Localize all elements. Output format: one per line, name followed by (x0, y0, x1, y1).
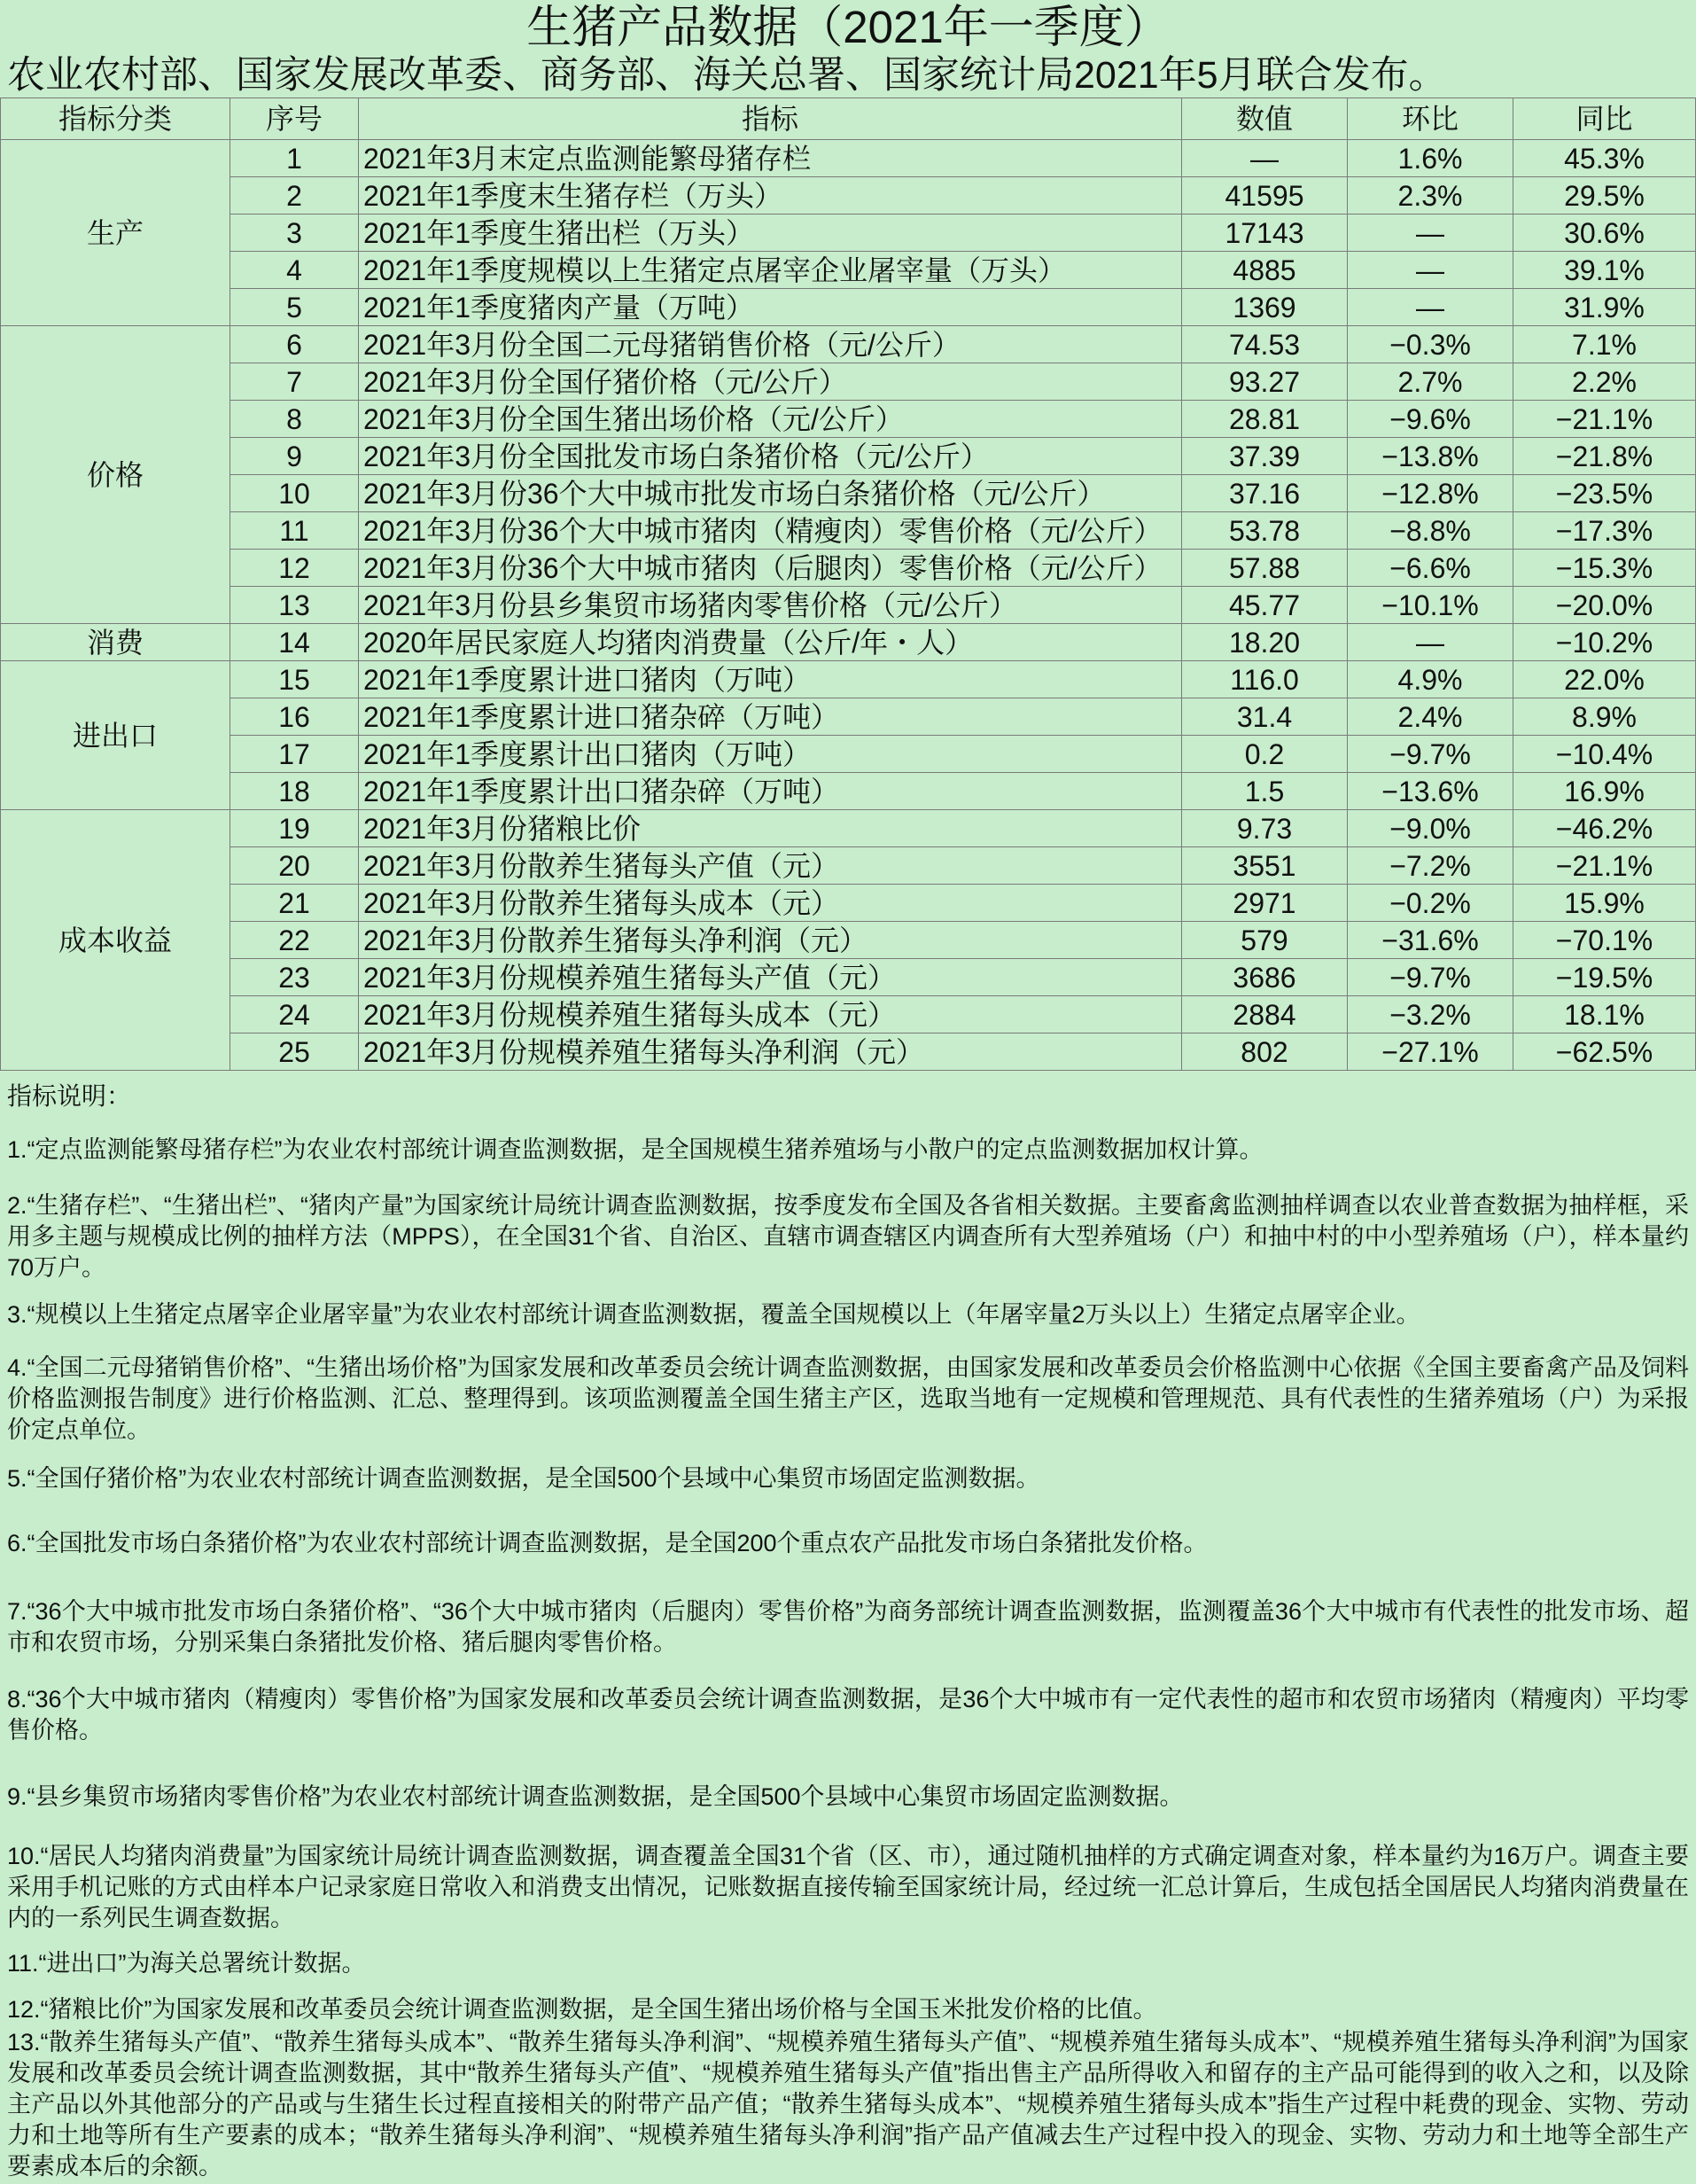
index-cell: 12 (230, 550, 359, 587)
indicator-cell: 2020年居民家庭人均猪肉消费量（公斤/年・人） (359, 624, 1182, 661)
index-cell: 7 (230, 363, 359, 401)
index-cell: 10 (230, 475, 359, 512)
data-table (0, 98, 1696, 1071)
index-cell: 5 (230, 289, 359, 326)
yoy-cell: 39.1% (1513, 252, 1696, 289)
table-row (1, 885, 1696, 922)
note-item: 3.“规模以上生猪定点屠宰企业屠宰量”为农业农村部统计调查监测数据，覆盖全国规模以上（年屠宰量2万头以上）生猪定点屠宰企业。 (7, 1301, 1420, 1328)
value-cell: 1369 (1182, 289, 1348, 326)
yoy-cell: −20.0% (1513, 587, 1696, 624)
mom-cell: — (1348, 624, 1513, 661)
index-cell: 17 (230, 736, 359, 773)
table-row (1, 1034, 1696, 1071)
index-cell: 8 (230, 401, 359, 438)
mom-cell: — (1348, 252, 1513, 289)
mom-cell: −27.1% (1348, 1034, 1513, 1071)
yoy-cell: −70.1% (1513, 922, 1696, 959)
mom-cell: 2.7% (1348, 363, 1513, 401)
indicator-cell: 2021年3月份规模养殖生猪每头产值（元） (359, 959, 1182, 996)
index-cell: 13 (230, 587, 359, 624)
mom-cell: −12.8% (1348, 475, 1513, 512)
table-row (1, 661, 1696, 698)
value-cell: 2971 (1182, 885, 1348, 922)
table-row (1, 959, 1696, 996)
value-cell: 37.16 (1182, 475, 1348, 512)
mom-cell: −9.0% (1348, 810, 1513, 847)
note-item: 9.“县乡集贸市场猪肉零售价格”为农业农村部统计调查监测数据，是全国500个县域中心集贸市场固定监测数据。 (7, 1783, 1184, 1810)
table-row (1, 289, 1696, 326)
index-cell: 25 (230, 1034, 359, 1071)
yoy-cell: 16.9% (1513, 773, 1696, 810)
table-row (1, 512, 1696, 550)
mom-cell: −9.7% (1348, 959, 1513, 996)
value-cell: 3551 (1182, 847, 1348, 885)
yoy-cell: −21.1% (1513, 847, 1696, 885)
value-cell: 53.78 (1182, 512, 1348, 550)
table-row (1, 922, 1696, 959)
yoy-cell: −15.3% (1513, 550, 1696, 587)
value-cell: 17143 (1182, 214, 1348, 252)
mom-cell: 4.9% (1348, 661, 1513, 698)
indicator-cell: 2021年3月份散养生猪每头产值（元） (359, 847, 1182, 885)
header-value: 数值 (1182, 98, 1348, 140)
indicator-cell: 2021年3月份散养生猪每头净利润（元） (359, 922, 1182, 959)
yoy-cell: −21.1% (1513, 401, 1696, 438)
table-row (1, 810, 1696, 847)
value-cell: 57.88 (1182, 550, 1348, 587)
header-yoy: 同比 (1513, 98, 1696, 140)
page-title: 生猪产品数据（2021年一季度） (526, 2, 1170, 52)
value-cell: 4885 (1182, 252, 1348, 289)
mom-cell: −8.8% (1348, 512, 1513, 550)
note-item: 12.“猪粮比价”为国家发展和改革委员会统计调查监测数据，是全国生猪出场价格与全国玉米批发价格的比值。 (7, 1996, 1157, 2023)
value-cell: 2884 (1182, 996, 1348, 1034)
mom-cell: −0.3% (1348, 326, 1513, 363)
mom-cell: −9.6% (1348, 401, 1513, 438)
index-cell: 6 (230, 326, 359, 363)
yoy-cell: 18.1% (1513, 996, 1696, 1034)
note-item: 11.“进出口”为海关总署统计数据。 (7, 1950, 366, 1977)
note-item: 5.“全国仔猪价格”为农业农村部统计调查监测数据，是全国500个县域中心集贸市场固定监测数据。 (7, 1465, 1040, 1492)
yoy-cell: −46.2% (1513, 810, 1696, 847)
yoy-cell: 2.2% (1513, 363, 1696, 401)
indicator-cell: 2021年3月份全国二元母猪销售价格（元/公斤） (359, 326, 1182, 363)
indicator-cell: 2021年3月份36个大中城市猪肉（精瘦肉）零售价格（元/公斤） (359, 512, 1182, 550)
yoy-cell: 8.9% (1513, 698, 1696, 736)
value-cell: 45.77 (1182, 587, 1348, 624)
note-item: 2.“生猪存栏”、“生猪出栏”、“猪肉产量”为国家统计局统计调查监测数据，按季度发布全国及各省相关数据。主要畜禽监测抽样调查以农业普查数据为抽样框，采用多主题与规模成比例的抽样方法（MPPS），在全国31个省、自治区、直辖市调查辖区内调查所有大型养殖场（户）和抽中村的中小型养殖场（户），样本量约70万户。 (7, 1192, 1689, 1281)
yoy-cell: 15.9% (1513, 885, 1696, 922)
table-body (1, 140, 1696, 1071)
header-mom: 环比 (1348, 98, 1513, 140)
index-cell: 2 (230, 177, 359, 214)
yoy-cell: −21.8% (1513, 438, 1696, 475)
indicator-cell: 2021年1季度累计进口猪杂碎（万吨） (359, 698, 1182, 736)
table-row (1, 363, 1696, 401)
value-cell: 0.2 (1182, 736, 1348, 773)
category-cell: 生产 (1, 140, 230, 326)
table-row (1, 326, 1696, 363)
indicator-cell: 2021年3月份规模养殖生猪每头成本（元） (359, 996, 1182, 1034)
category-cell: 消费 (1, 624, 230, 661)
yoy-cell: 45.3% (1513, 140, 1696, 177)
value-cell: 1.5 (1182, 773, 1348, 810)
indicator-cell: 2021年3月份36个大中城市猪肉（后腿肉）零售价格（元/公斤） (359, 550, 1182, 587)
value-cell: 9.73 (1182, 810, 1348, 847)
table-row (1, 996, 1696, 1034)
category-cell: 价格 (1, 326, 230, 624)
yoy-cell: −19.5% (1513, 959, 1696, 996)
table-row (1, 401, 1696, 438)
note-item: 4.“全国二元母猪销售价格”、“生猪出场价格”为国家发展和改革委员会统计调查监测数据，由国家发展和改革委员会价格监测中心依据《全国主要畜禽产品及饲料价格监测报告制度》进行价格监测、汇总、整理得到。该项监测覆盖全国生猪主产区，选取当地有一定规模和管理规范、具有代表性的生猪养殖场（户）为采报价定点单位。 (7, 1354, 1689, 1443)
table-row (1, 140, 1696, 177)
indicator-cell: 2021年1季度猪肉产量（万吨） (359, 289, 1182, 326)
value-cell: 3686 (1182, 959, 1348, 996)
notes-heading: 指标说明： (7, 1082, 132, 1110)
yoy-cell: −62.5% (1513, 1034, 1696, 1071)
yoy-cell: −17.3% (1513, 512, 1696, 550)
indicator-cell: 2021年1季度规模以上生猪定点屠宰企业屠宰量（万头） (359, 252, 1182, 289)
indicator-cell: 2021年3月份全国批发市场白条猪价格（元/公斤） (359, 438, 1182, 475)
indicator-cell: 2021年3月份猪粮比价 (359, 810, 1182, 847)
indicator-cell: 2021年3月份散养生猪每头成本（元） (359, 885, 1182, 922)
index-cell: 24 (230, 996, 359, 1034)
indicator-cell: 2021年3月份全国仔猪价格（元/公斤） (359, 363, 1182, 401)
yoy-cell: 7.1% (1513, 326, 1696, 363)
mom-cell: −13.8% (1348, 438, 1513, 475)
indicator-cell: 2021年3月份规模养殖生猪每头净利润（元） (359, 1034, 1182, 1071)
mom-cell: −0.2% (1348, 885, 1513, 922)
table-row (1, 177, 1696, 214)
value-cell: 802 (1182, 1034, 1348, 1071)
indicator-cell: 2021年1季度累计出口猪肉（万吨） (359, 736, 1182, 773)
yoy-cell: 30.6% (1513, 214, 1696, 252)
index-cell: 14 (230, 624, 359, 661)
value-cell: 579 (1182, 922, 1348, 959)
table-row (1, 252, 1696, 289)
mom-cell: 2.4% (1348, 698, 1513, 736)
index-cell: 23 (230, 959, 359, 996)
mom-cell: −10.1% (1348, 587, 1513, 624)
indicator-cell: 2021年3月份全国生猪出场价格（元/公斤） (359, 401, 1182, 438)
indicator-cell: 2021年3月末定点监测能繁母猪存栏 (359, 140, 1182, 177)
yoy-cell: −10.2% (1513, 624, 1696, 661)
value-cell: 18.20 (1182, 624, 1348, 661)
table-row (1, 736, 1696, 773)
index-cell: 21 (230, 885, 359, 922)
value-cell: 93.27 (1182, 363, 1348, 401)
table-row (1, 475, 1696, 512)
table-row (1, 847, 1696, 885)
mom-cell: −6.6% (1348, 550, 1513, 587)
table-row (1, 438, 1696, 475)
index-cell: 9 (230, 438, 359, 475)
table-row (1, 773, 1696, 810)
indicator-cell: 2021年1季度生猪出栏（万头） (359, 214, 1182, 252)
yoy-cell: 31.9% (1513, 289, 1696, 326)
index-cell: 11 (230, 512, 359, 550)
yoy-cell: 29.5% (1513, 177, 1696, 214)
indicator-cell: 2021年3月份36个大中城市批发市场白条猪价格（元/公斤） (359, 475, 1182, 512)
note-item: 8.“36个大中城市猪肉（精瘦肉）零售价格”为国家发展和改革委员会统计调查监测数据，是36个大中城市有一定代表性的超市和农贸市场猪肉（精瘦肉）平均零售价格。 (7, 1686, 1689, 1743)
value-cell: 41595 (1182, 177, 1348, 214)
value-cell: 37.39 (1182, 438, 1348, 475)
index-cell: 16 (230, 698, 359, 736)
header-category: 指标分类 (1, 98, 230, 140)
index-cell: 15 (230, 661, 359, 698)
value-cell: 74.53 (1182, 326, 1348, 363)
table-row (1, 624, 1696, 661)
value-cell: 116.0 (1182, 661, 1348, 698)
index-cell: 22 (230, 922, 359, 959)
yoy-cell: −23.5% (1513, 475, 1696, 512)
index-cell: 18 (230, 773, 359, 810)
table-row (1, 698, 1696, 736)
index-cell: 3 (230, 214, 359, 252)
mom-cell: −3.2% (1348, 996, 1513, 1034)
yoy-cell: 22.0% (1513, 661, 1696, 698)
mom-cell: −13.6% (1348, 773, 1513, 810)
indicator-cell: 2021年3月份县乡集贸市场猪肉零售价格（元/公斤） (359, 587, 1182, 624)
value-cell: 31.4 (1182, 698, 1348, 736)
note-item: 6.“全国批发市场白条猪价格”为农业农村部统计调查监测数据，是全国200个重点农产品批发市场白条猪批发价格。 (7, 1530, 1208, 1556)
mom-cell: — (1348, 214, 1513, 252)
indicator-cell: 2021年1季度末生猪存栏（万头） (359, 177, 1182, 214)
table-header-row (1, 98, 1696, 140)
value-cell: 28.81 (1182, 401, 1348, 438)
note-item: 1.“定点监测能繁母猪存栏”为农业农村部统计调查监测数据，是全国规模生猪养殖场与小散户的定点监测数据加权计算。 (7, 1136, 1264, 1163)
table-row (1, 587, 1696, 624)
mom-cell: — (1348, 289, 1513, 326)
value-cell: — (1182, 140, 1348, 177)
mom-cell: −7.2% (1348, 847, 1513, 885)
table-row (1, 214, 1696, 252)
category-cell: 成本收益 (1, 810, 230, 1071)
note-item: 7.“36个大中城市批发市场白条猪价格”、“36个大中城市猪肉（后腿肉）零售价格”为商务部统计调查监测数据，监测覆盖36个大中城市有代表性的批发市场、超市和农贸市场，分别采集白条猪批发价格、猪后腿肉零售价格。 (7, 1598, 1689, 1656)
indicator-cell: 2021年1季度累计进口猪肉（万吨） (359, 661, 1182, 698)
mom-cell: −9.7% (1348, 736, 1513, 773)
mom-cell: −31.6% (1348, 922, 1513, 959)
header-indicator: 指标 (359, 98, 1182, 140)
category-cell: 进出口 (1, 661, 230, 810)
mom-cell: 1.6% (1348, 140, 1513, 177)
index-cell: 19 (230, 810, 359, 847)
index-cell: 20 (230, 847, 359, 885)
yoy-cell: −10.4% (1513, 736, 1696, 773)
page-subtitle: 农业农村部、国家发展改革委、商务部、海关总署、国家统计局2021年5月联合发布。 (7, 54, 1447, 97)
header-index: 序号 (230, 98, 359, 140)
indicator-cell: 2021年1季度累计出口猪杂碎（万吨） (359, 773, 1182, 810)
mom-cell: 2.3% (1348, 177, 1513, 214)
index-cell: 4 (230, 252, 359, 289)
index-cell: 1 (230, 140, 359, 177)
table-row (1, 550, 1696, 587)
note-item: 13.“散养生猪每头产值”、“散养生猪每头成本”、“散养生猪每头净利润”、“规模养殖生猪每头产值”、“规模养殖生猪每头成本”、“规模养殖生猪每头净利润”为国家发展和改革委员会统计调查监测数据，其中“散养生猪每头产值”、“规模养殖生猪每头产值”指出售主产品所得收入和留存的主产品可能得到的收入之和，以及除主产品以外其他部分的产品或与生猪生长过程直接相关的附带产品产值；“散养生猪每头成本”、“规模养殖生猪每头成本”指生产过程中耗费的现金、实物、劳动力和土地等所有生产要素的成本；“散养生猪每头净利润”、“规模养殖生猪每头净利润”指产品产值减去生产过程中投入的现金、实物、劳动力和土地等全部生产要素成本后的余额。 (7, 2029, 1689, 2180)
note-item: 10.“居民人均猪肉消费量”为国家统计局统计调查监测数据，调查覆盖全国31个省（区、市），通过随机抽样的方式确定调查对象，样本量约为16万户。调查主要采用手机记账的方式由样本户记录家庭日常收入和消费支出情况，记账数据直接传输至国家统计局，经过统一汇总计算后，生成包括全国居民人均猪肉消费量在内的一系列民生调查数据。 (7, 1843, 1689, 1931)
